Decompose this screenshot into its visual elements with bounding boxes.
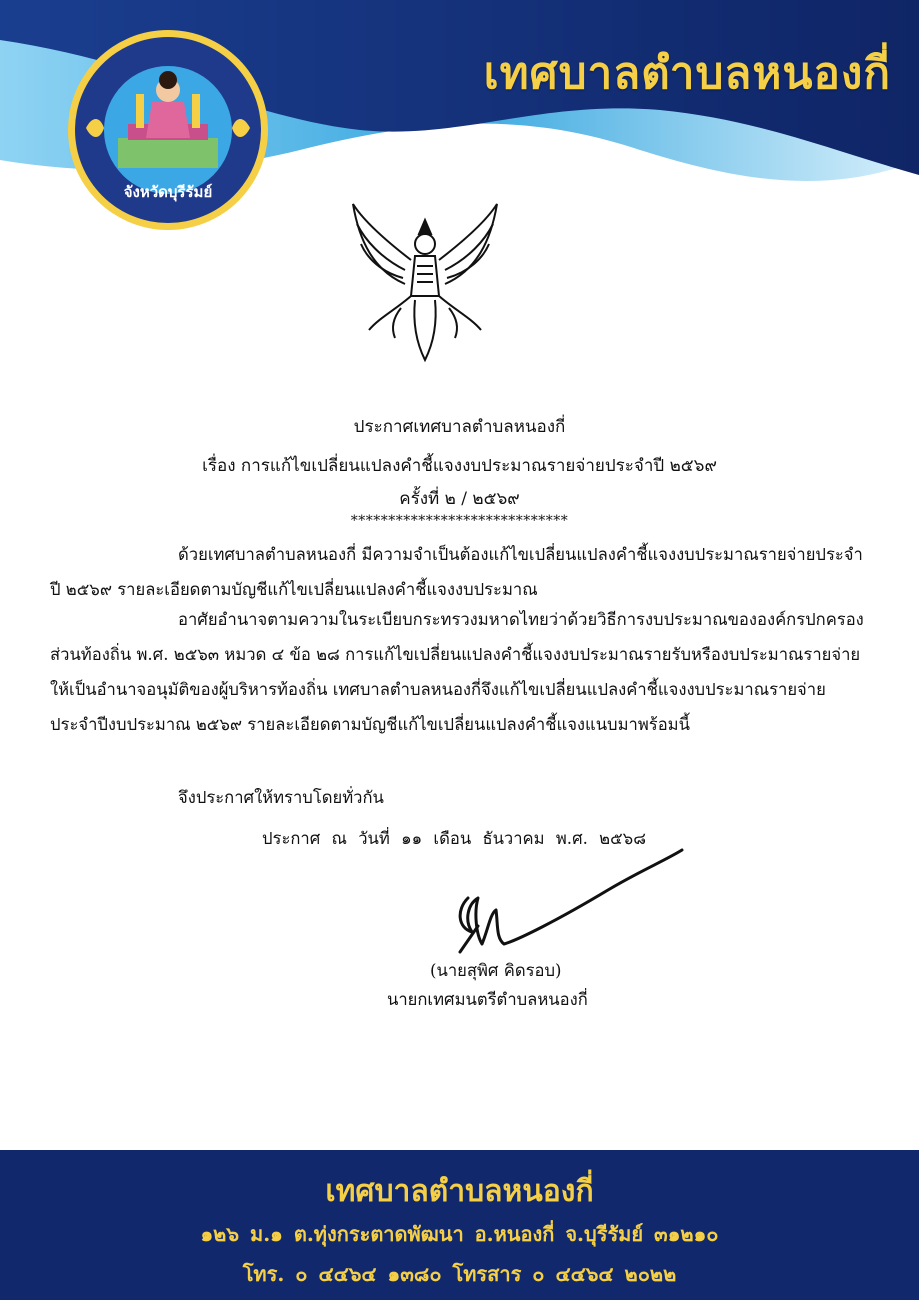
body-paragraph-1 [50,537,872,607]
garuda-emblem [345,200,505,368]
separator-line: ***************************** [350,513,569,529]
announcement-title: ประกาศเทศบาลตำบลหนองกี่ [353,417,566,437]
signer-title: นายกเทศมนตรีตำบลหนองกี่ [387,990,588,1009]
footer-phone: โทร. ๐ ๔๔๖๔ ๑๓๘๐ โทรสาร ๐ ๔๔๖๔ ๒๐๒๒ [242,1262,677,1286]
announcement-issue: ครั้งที่ ๒ / ๒๕๖๙ [399,489,520,509]
announcement-subject: เรื่อง การแก้ไขเปลี่ยนแปลงคำชี้แจงงบประมาณรายจ่ายประจำปี ๒๕๖๙ [202,456,717,476]
announcement-date: ประกาศ ณ วันที่ ๑๑ เดือน ธันวาคม พ.ศ. ๒๕๖๘ [262,829,646,848]
footer-organization-name: เทศบาลตำบลหนองกี่ [325,1174,594,1209]
header-title: เทศบาลตำบลหนองกี่ [483,48,891,99]
body-paragraph-2 [50,602,872,742]
body-paragraph-2-text: อาศัยอำนาจตามความในระเบียบกระทรวงมหาดไทยว่าด้วยวิธีการงบประมาณขององค์กรปกครองส่วนท้องถิ่น พ.ศ. ๒๕๖๓ หมวด ๔ ข้อ ๒๘ การแก้ไขเปลี่ยนแปลงคำชี้แจงงบประมาณรายรับหรืองบประมาณรายจ่ายให้เป็นอำนาจอนุมัติของผู้บริหารท้องถิ่น เทศบาลตำบลหนองกี่จึงแก้ไขเปลี่ยนแปลงคำชี้แจงงบประมาณรายจ่ายประจำปีงบประมาณ ๒๕๖๙ รายละเอียดตามบัญชีแก้ไขเปลี่ยนแปลงคำชี้แจงแนบมาพร้อมนี้ [50,610,864,734]
signer-name: (นายสุพิศ คิดรอบ) [430,961,562,980]
body-paragraph-1-text: ด้วยเทศบาลตำบลหนองกี่ มีความจำเป็นต้องแก้ไขเปลี่ยนแปลงคำชี้แจงงบประมาณรายจ่ายประจำปี ๒๕๖๙ รายละเอียดตามบัญชีแก้ไขเปลี่ยนแปลงคำชี้แจงงบประมาณ [50,545,863,599]
closing-line: จึงประกาศให้ทราบโดยทั่วกัน [178,788,384,807]
seal-caption: จังหวัดบุรีรัมย์ [123,183,213,201]
footer-address: ๑๒๖ ม.๑ ต.ทุ่งกระตาดพัฒนา อ.หนองกี่ จ.บุรีรัมย์ ๓๑๒๑๐ [200,1222,719,1246]
handwritten-signature [438,840,698,960]
